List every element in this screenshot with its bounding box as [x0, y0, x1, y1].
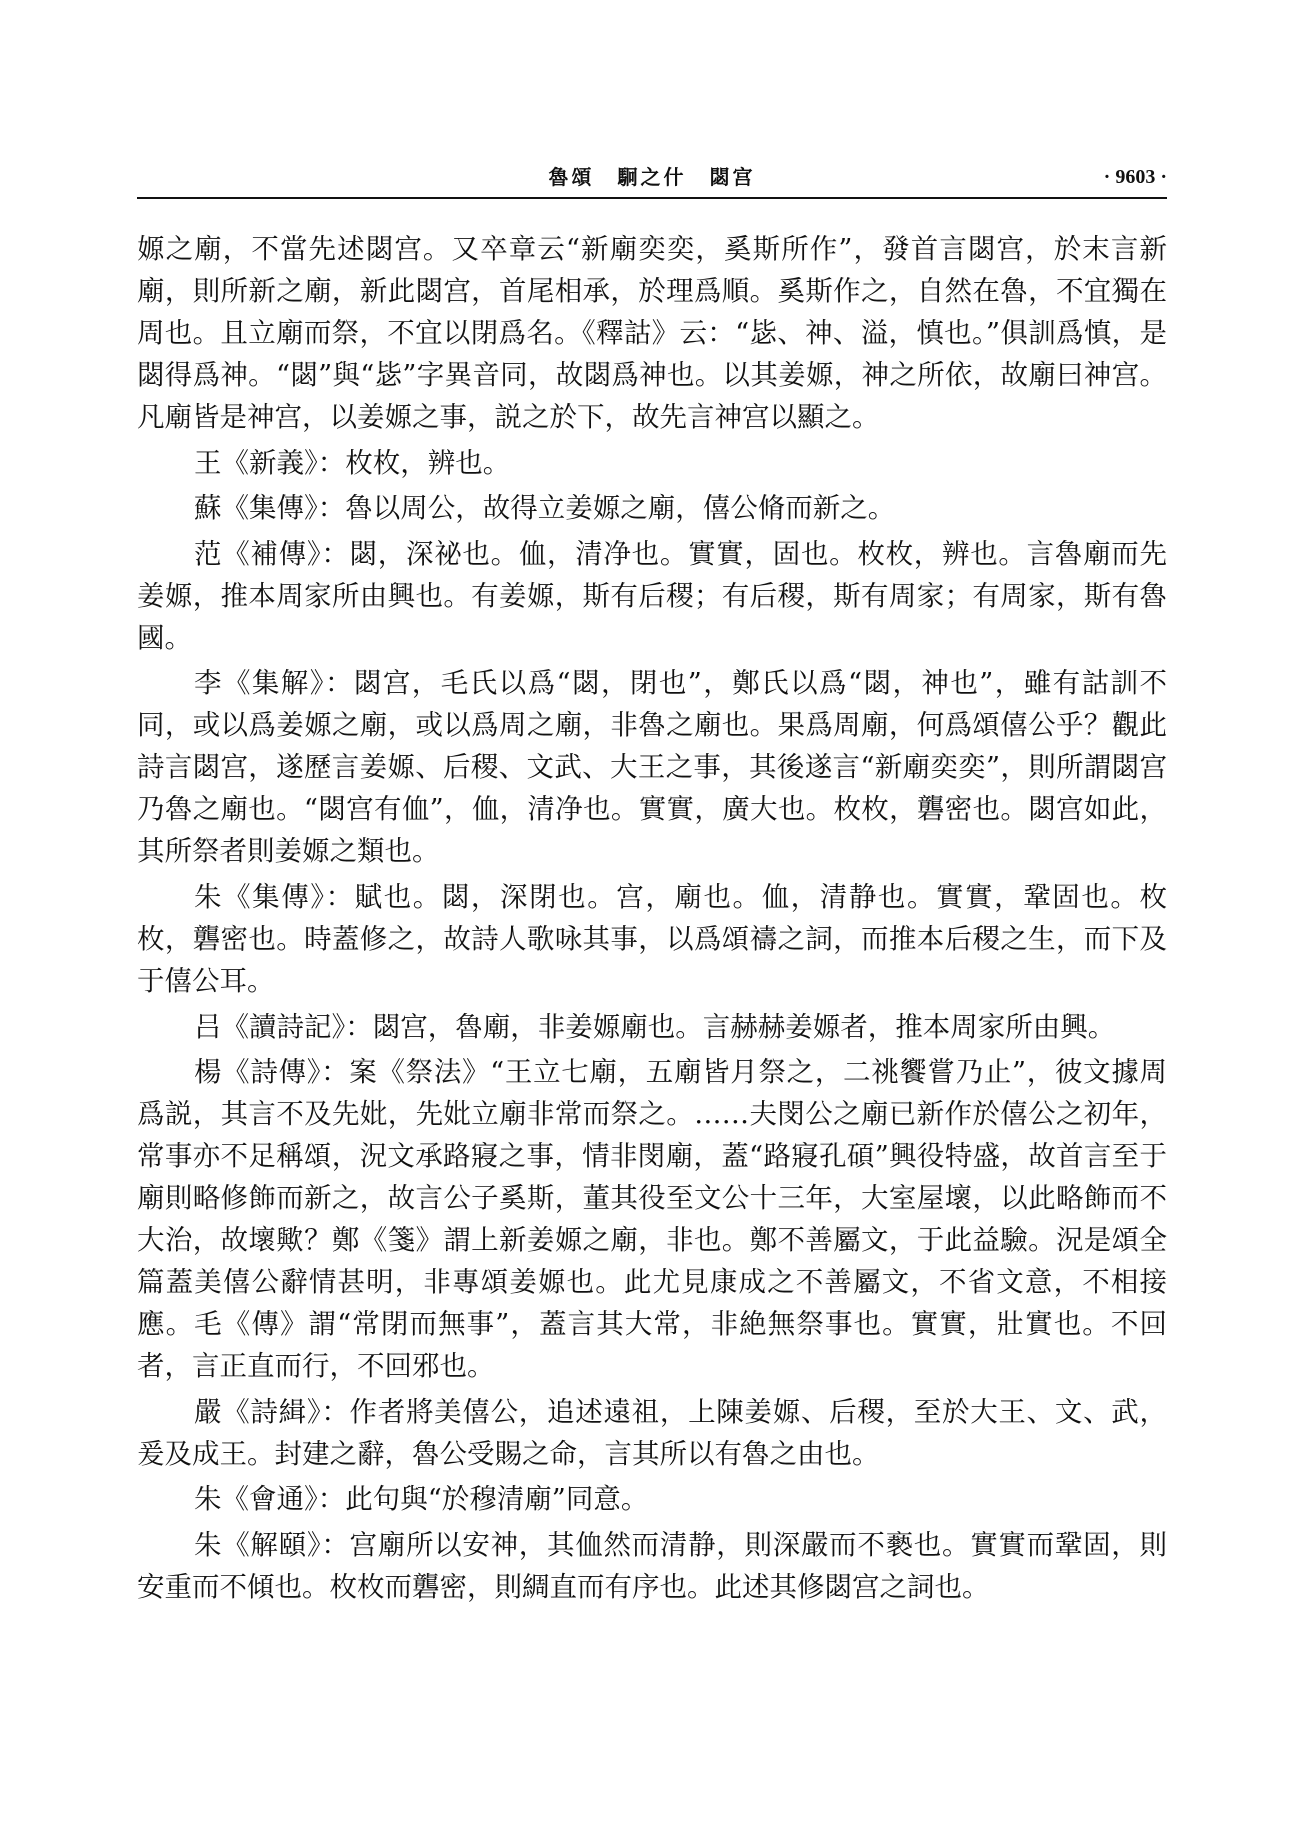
paragraph-wang-xinyi: 王《新義》：枚枚，辨也。: [194, 446, 511, 479]
running-header: [137, 163, 1167, 195]
paragraph-lu-dushiji: 吕《讀詩記》：閟宫，魯廟，非姜嫄廟也。言赫赫姜嫄者，推本周家所由興。: [194, 1010, 1116, 1043]
paragraph-zhu-jizhuan: 朱《集傳》：賦也。閟，深閉也。宫，廟也。侐，清静也。實實，鞏固也。枚枚，礱密也。時蓋修之，故詩人歌咏其事，以爲頌禱之詞，而推本后稷之生，而下及于僖公耳。: [137, 880, 1167, 997]
paragraph-fan-buzhuan: 范《補傳》：閟，深祕也。侐，清净也。實實，固也。枚枚，辨也。言魯廟而先姜嫄，推本周家所由興也。有姜嫄，斯有后稷；有后稷，斯有周家；有周家，斯有魯國。: [137, 537, 1167, 654]
paragraph-su-jizhuan: 蘇《集傳》：魯以周公，故得立姜嫄之廟，僖公脩而新之。: [194, 492, 896, 525]
paragraph-zhu-huitong: 朱《會通》：此句與“於穆清廟”同意。: [194, 1483, 649, 1516]
page-number: · 9603 ·: [1103, 166, 1167, 188]
paragraph-yang-shizhuan: 楊《詩傳》：案《祭法》“王立七廟，五廟皆月祭之，二祧饗嘗乃止”，彼文據周爲説，其言不及先妣，先妣立廟非常而祭之。……夫閔公之廟已新作於僖公之初年，常事亦不足稱頌，況文承路寢之事，情非閔廟，蓋“路寢孔碩”興役特盛，故首言至于廟則略修飾而新之，故言公子奚斯，董其役至文公十三年，大室屋壞，以此略飾而不大治，故壞歟？鄭《箋》謂上新姜嫄之廟，非也。鄭不善屬文，于此益驗。況是頌全篇蓋美僖公辭情甚明，非專頌姜嫄也。此尤見康成之不善屬文，不省文意，不相接應。毛《傳》謂“常閉而無事”，蓋言其大常，非絶無祭事也。實實，壯實也。不回者，言正直而行，不回邪也。: [137, 1056, 1167, 1383]
paragraph-continuation: 嫄之廟，不當先述閟宫。又卒章云“新廟奕奕，奚斯所作”，發首言閟宫，於末言新廟，則所新之廟，新此閟宫，首尾相承，於理爲順。奚斯作之，自然在魯，不宜獨在周也。且立廟而祭，不宜以閉爲名。《釋詁》云：“毖、神、溢，慎也。”俱訓爲慎，是閟得爲神。“閟”與“毖”字異音同，故閟爲神也。以其姜嫄，神之所依，故廟曰神宫。凡廟皆是神宫，以姜嫄之事，説之於下，故先言神宫以顯之。: [137, 233, 1167, 433]
page-body: [137, 228, 1167, 1608]
paragraph-li-jijie: 李《集解》：閟宫，毛氏以爲“閟，閉也”，鄭氏以爲“閟，神也”，雖有詁訓不同，或以爲姜嫄之廟，或以爲周之廟，非魯之廟也。果爲周廟，何爲頌僖公乎？觀此詩言閟宫，遂歷言姜嫄、后稷、文武、大王之事，其後遂言“新廟奕奕”，則所謂閟宫乃魯之廟也。“閟宫有侐”，侐，清净也。實實，廣大也。枚枚，礱密也。閟宫如此，其所祭者則姜嫄之類也。: [137, 667, 1167, 868]
paragraph-zhu-jieyi: 朱《解頤》：宫廟所以安神，其侐然而清静，則深嚴而不褻也。實實而鞏固，則安重而不傾也。枚枚而礱密，則綢直而有序也。此述其修閟宫之詞也。: [137, 1528, 1167, 1603]
paragraph-yan-shiji: 嚴《詩緝》：作者將美僖公，追述遠祖，上陳姜嫄、后稷，至於大王、文、武，爰及成王。封建之辭，魯公受賜之命，言其所以有魯之由也。: [137, 1395, 1167, 1470]
header-rule: [137, 197, 1167, 199]
header-title: 魯頌 駉之什 閟宫: [548, 165, 756, 189]
